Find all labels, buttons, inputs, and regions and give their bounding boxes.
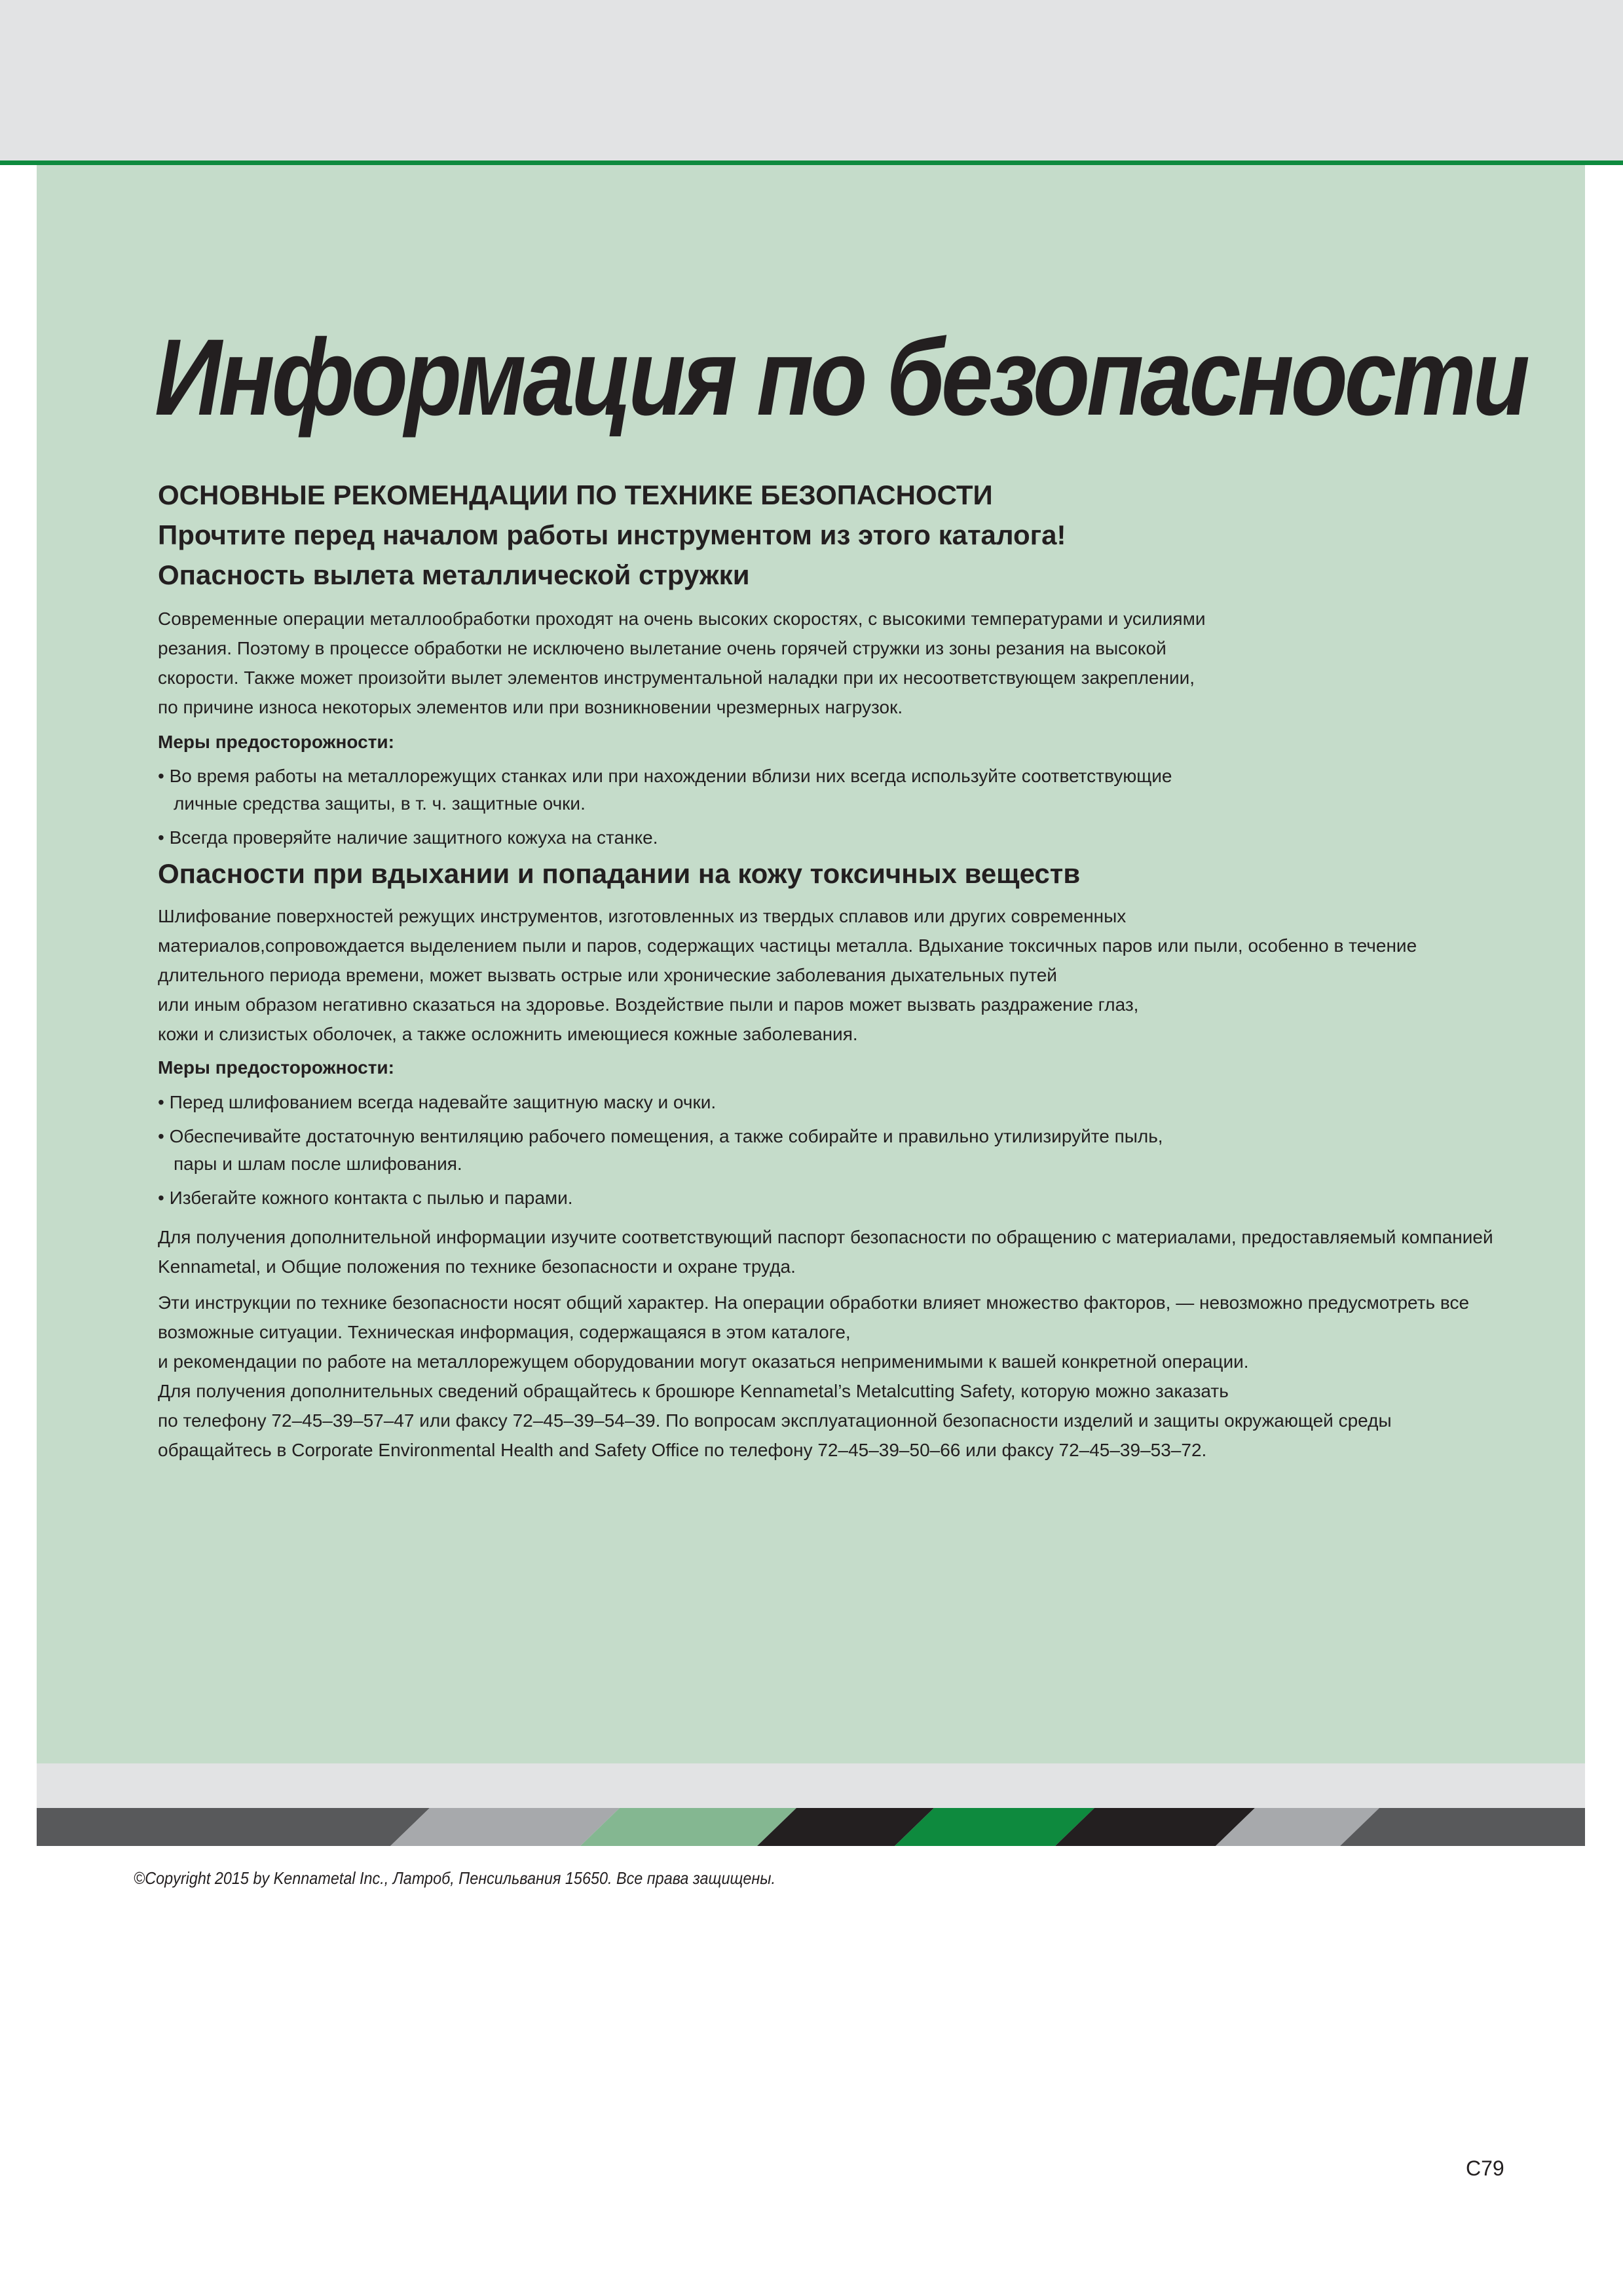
body-line: или иным образом негативно сказаться на здоровье. Воздействие пыли и паров может вызвать раздражение глаз,	[158, 994, 1139, 1015]
section-2-bullet	[158, 1089, 1533, 1116]
footer-band	[37, 1763, 1585, 1808]
body-line: Kennametal, и Общие положения по технике безопасности и охране труда.	[158, 1256, 796, 1277]
section-1-bullet	[158, 824, 1533, 852]
section-2-body	[158, 901, 1559, 1049]
bullet-line: • Всегда проверяйте наличие защитного кожуха на станке.	[158, 827, 658, 848]
body-line: по причине износа некоторых элементов или при возникновении чрезмерных нагрузок.	[158, 697, 903, 717]
closing-paragraph	[158, 1288, 1559, 1465]
section-1-heading: Опасность вылета металлической стружки	[158, 559, 750, 590]
section-1-body	[158, 604, 1559, 722]
stripe-dark-grey-right	[1340, 1808, 1585, 1846]
page-number: C79	[1466, 2156, 1504, 2180]
body-line: по телефону 72–45–39–57–47 или факсу 72–45–39–54–39. По вопросам эксплуатационной безопасности изделий и защиты окружающей среды	[158, 1410, 1392, 1431]
body-line: материалов,сопровождается выделением пыли и паров, содержащих частицы металла. Вдыхание токсичных паров или пыли, особенно в течение	[158, 935, 1417, 956]
body-line: Шлифование поверхностей режущих инструментов, изготовленных из твердых сплавов или других современных	[158, 906, 1127, 926]
main-heading: ОСНОВНЫЕ РЕКОМЕНДАЦИИ ПО ТЕХНИКЕ БЕЗОПАСНОСТИ	[158, 480, 993, 510]
body-line: возможные ситуации. Техническая информация, содержащаяся в этом каталоге,	[158, 1322, 851, 1342]
color-stripe	[37, 1808, 1585, 1846]
info-paragraph	[158, 1222, 1559, 1281]
section-2-heading: Опасности при вдыхании и попадании на кожу токсичных веществ	[158, 858, 1081, 889]
section-1-precautions-label: Меры предосторожности:	[158, 732, 394, 752]
section-2-bullet	[158, 1123, 1533, 1178]
stripe-dark-grey-left	[37, 1808, 430, 1846]
bullet-line: пары и шлам после шлифования.	[174, 1154, 462, 1174]
page-title: Информация по безопасности	[155, 317, 1527, 438]
header-band	[0, 0, 1623, 160]
body-line: Эти инструкции по технике безопасности носят общий характер. На операции обработки влияет множество факторов, — невозможно предусмотреть все	[158, 1292, 1470, 1313]
copyright-notice: ©Copyright 2015 by Kennametal Inc., Латроб, Пенсильвания 15650. Все права защищены.	[134, 1868, 776, 1888]
bullet-line: • Перед шлифованием всегда надевайте защитную маску и очки.	[158, 1092, 717, 1112]
body-line: и рекомендации по работе на металлорежущем оборудовании могут оказаться неприменимыми к вашей конкретной операции.	[158, 1351, 1249, 1372]
bullet-line: • Обеспечивайте достаточную вентиляцию рабочего помещения, а также собирайте и правильно утилизируйте пыль,	[158, 1126, 1163, 1146]
body-line: обращайтесь в Corporate Environmental Health and Safety Office по телефону 72–45–39–50–66 или факсу 72–45–39–53–72.	[158, 1440, 1207, 1460]
section-1-bullet	[158, 762, 1533, 818]
body-line: кожи и слизистых оболочек, а также осложнить имеющиеся кожные заболевания.	[158, 1024, 858, 1044]
body-line: Современные операции металлообработки проходят на очень высоких скоростях, с высокими температурами и усилиями	[158, 609, 1206, 629]
body-line: длительного периода времени, может вызвать острые или хронические заболевания дыхательных путей	[158, 965, 1057, 985]
body-line: резания. Поэтому в процессе обработки не исключено вылетание очень горячей стружки из зоны резания на высокой	[158, 638, 1166, 658]
section-2-precautions-label: Меры предосторожности:	[158, 1057, 394, 1078]
bullet-line: • Во время работы на металлорежущих станках или при нахождении вблизи них всегда используйте соответствующие	[158, 766, 1172, 786]
section-2-bullet	[158, 1184, 1533, 1212]
bullet-line: • Избегайте кожного контакта с пылью и парами.	[158, 1188, 573, 1208]
body-line: скорости. Также может произойти вылет элементов инструментальной наладки при их несоответствующем закреплении,	[158, 668, 1195, 688]
body-line: Для получения дополнительных сведений обращайтесь к брошюре Kennametal’s Metalcutting Safety, которую можно заказать	[158, 1381, 1229, 1401]
stripe-mid-grey	[390, 1808, 620, 1846]
bullet-line: личные средства защиты, в т. ч. защитные очки.	[174, 793, 586, 814]
read-first-heading: Прочтите перед началом работы инструментом из этого каталога!	[158, 519, 1066, 550]
body-line: Для получения дополнительной информации изучите соответствующий паспорт безопасности по обращению с материалами, предоставляемый компанией	[158, 1227, 1493, 1247]
header-rule	[0, 160, 1623, 165]
